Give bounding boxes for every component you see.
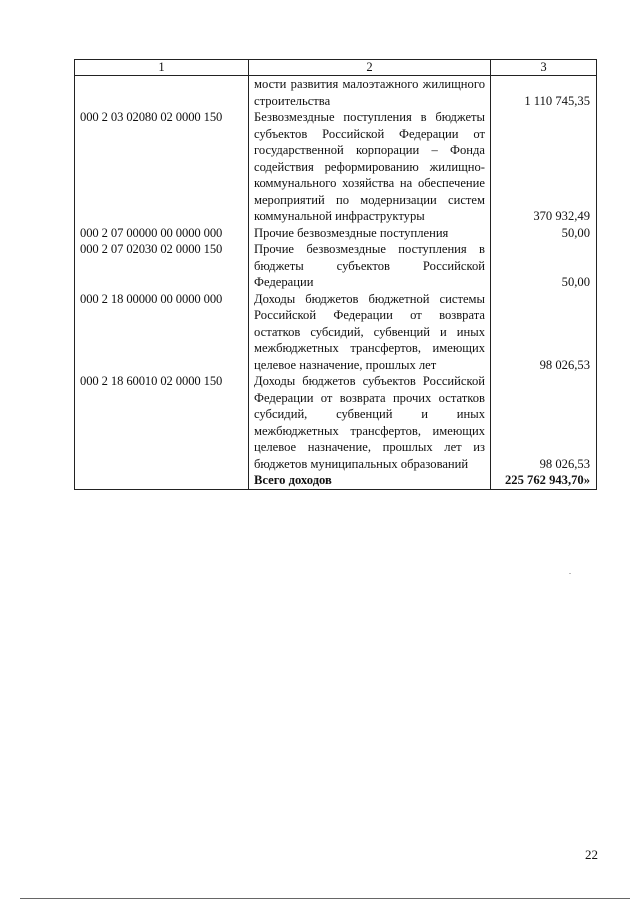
page-number: 22 [585, 847, 598, 862]
column-header-amount: 3 [491, 60, 597, 76]
revenue-table [74, 59, 597, 490]
row-name: Доходы бюджетов бюджетной системы Российской Федерации от возврата остатков субсидий, субвенций и иных межбюджетных трансфертов, имеющих целевое назначение, прошлых лет [249, 291, 491, 374]
total-amount: 225 762 943,70» [491, 472, 597, 489]
row-name: Доходы бюджетов субъектов Российской Федерации от возврата прочих остатков субсидий, субвенций и иных межбюджетных трансфертов, имеющих целевое назначение, прошлых лет из бюджетов муниципальных образований [249, 373, 491, 472]
table-row [75, 291, 597, 374]
total-row [75, 472, 597, 489]
table-row [75, 109, 597, 225]
row-code: 000 2 07 02030 02 0000 150 [75, 241, 249, 291]
row-amount: 98 026,53 [491, 373, 597, 472]
row-name: Безвозмездные поступления в бюджеты субъектов Российской Федерации от государственной корпорации – Фонда содействия реформированию жилищно-коммунального хозяйства на обеспечение мероприятий по модернизации систем коммунальной инфраструктуры [249, 109, 491, 225]
row-code: 000 2 03 02080 02 0000 150 [75, 109, 249, 225]
table-row [75, 225, 597, 242]
table-row [75, 373, 597, 472]
row-name: Прочие безвозмездные поступления в бюджеты субъектов Российской Федерации [249, 241, 491, 291]
row-code: 000 2 18 00000 00 0000 000 [75, 291, 249, 374]
table-header-row [75, 60, 597, 76]
page-bottom-rule [20, 898, 630, 899]
row-code: 000 2 18 60010 02 0000 150 [75, 373, 249, 472]
row-amount: 50,00 [491, 225, 597, 242]
row-amount: 370 932,49 [491, 109, 597, 225]
total-label: Всего доходов [249, 472, 491, 489]
column-header-name: 2 [249, 60, 491, 76]
scan-speck [569, 573, 571, 574]
row-amount: 98 026,53 [491, 291, 597, 374]
row-code: 000 2 07 00000 00 0000 000 [75, 225, 249, 242]
table-row [75, 76, 597, 110]
row-amount: 1 110 745,35 [491, 76, 597, 110]
row-name: мости развития малоэтажного жилищного строительства [249, 76, 491, 110]
row-amount: 50,00 [491, 241, 597, 291]
row-name: Прочие безвозмездные поступления [249, 225, 491, 242]
column-header-code: 1 [75, 60, 249, 76]
total-code-cell [75, 472, 249, 489]
row-code [75, 76, 249, 110]
table-row [75, 241, 597, 291]
